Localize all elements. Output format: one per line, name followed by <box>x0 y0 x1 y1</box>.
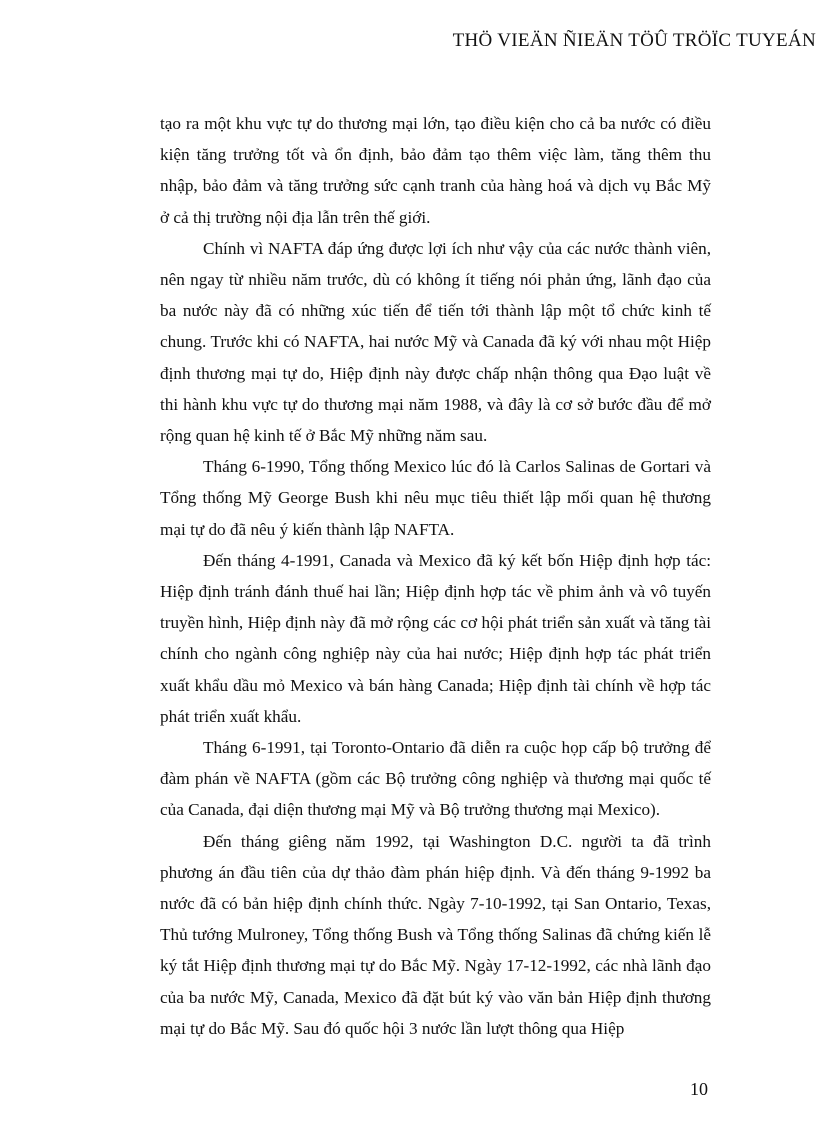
paragraph-january-1992: Đến tháng giêng năm 1992, tại Washington D.C. người ta đã trình phương án đầu tiên của dự thảo đàm phán hiệp định. Và đến tháng 9-1992 ba nước đã có bản hiệp định chính thức. Ngày 7-10-1992, tại San Ontario, Texas, Thủ tướng Mulroney, Tổng thống Bush và Tổng thống Salinas đã chứng kiến lễ ký tắt Hiệp định thương mại tự do Bắc Mỹ. Ngày 17-12-1992, các nhà lãnh đạo của ba nước Mỹ, Canada, Mexico đã đặt bút ký vào văn bản Hiệp định thương mại tự do Bắc Mỹ. Sau đó quốc hội 3 nước lần lượt thông qua Hiệp <box>160 831 711 1038</box>
page-header-title: THÖ VIEÄN ÑIEÄN TÖÛ TRÖÏC TUYEÁN <box>452 30 816 51</box>
paragraph-april-1991: Đến tháng 4-1991, Canada và Mexico đã ký kết bốn Hiệp định hợp tác: Hiệp định tránh đánh thuế hai lần; Hiệp định hợp tác về phim ảnh và vô tuyến truyền hình, Hiệp định này đã mở rộng các cơ hội phát triển sản xuất và tăng tài chính cho ngành công nghiệp này của hai nước; Hiệp định hợp tác phát triển xuất khẩu dầu mỏ Mexico và bán hàng Canada; Hiệp định tài chính về hợp tác phát triển xuất khẩu. <box>160 550 711 726</box>
page-number: 10 <box>690 1079 708 1099</box>
paragraph-june-1990: Tháng 6-1990, Tổng thống Mexico lúc đó là Carlos Salinas de Gortari và Tổng thống Mỹ George Bush khi nêu mục tiêu thiết lập mối quan hệ thương mại tự do đã nêu ý kiến thành lập NAFTA. <box>160 457 711 539</box>
paragraph-nafta-benefits: Chính vì NAFTA đáp ứng được lợi ích như vậy của các nước thành viên, nên ngay từ nhiều năm trước, dù có không ít tiếng nói phản ứng, lãnh đạo của ba nước này đã có những xúc tiến để tiến tới thành lập một tổ chức kinh tế chung. Trước khi có NAFTA, hai nước Mỹ và Canada đã ký với nhau một Hiệp định thương mại tự do, Hiệp định này được chấp nhận thông qua Đạo luật về thi hành khu vực tự do thương mại năm 1988, và đây là cơ sở bước đầu để mở rộng quan hệ kinh tế ở Bắc Mỹ những năm sau. <box>160 238 711 446</box>
document-body <box>160 108 711 1044</box>
paragraph-continuation: tạo ra một khu vực tự do thương mại lớn, tạo điều kiện cho cả ba nước có điều kiện tăng trưởng tốt và ổn định, bảo đảm tạo thêm việc làm, tăng thêm thu nhập, bảo đảm và tăng trưởng sức cạnh tranh của hàng hoá và dịch vụ Bắc Mỹ ở cả thị trường nội địa lẫn trên thế giới. <box>160 114 711 227</box>
paragraph-june-1991: Tháng 6-1991, tại Toronto-Ontario đã diễn ra cuộc họp cấp bộ trưởng để đàm phán về NAFTA (gồm các Bộ trưởng công nghiệp và thương mại quốc tế của Canada, đại diện thương mại Mỹ và Bộ trưởng thương mại Mexico). <box>160 738 711 820</box>
